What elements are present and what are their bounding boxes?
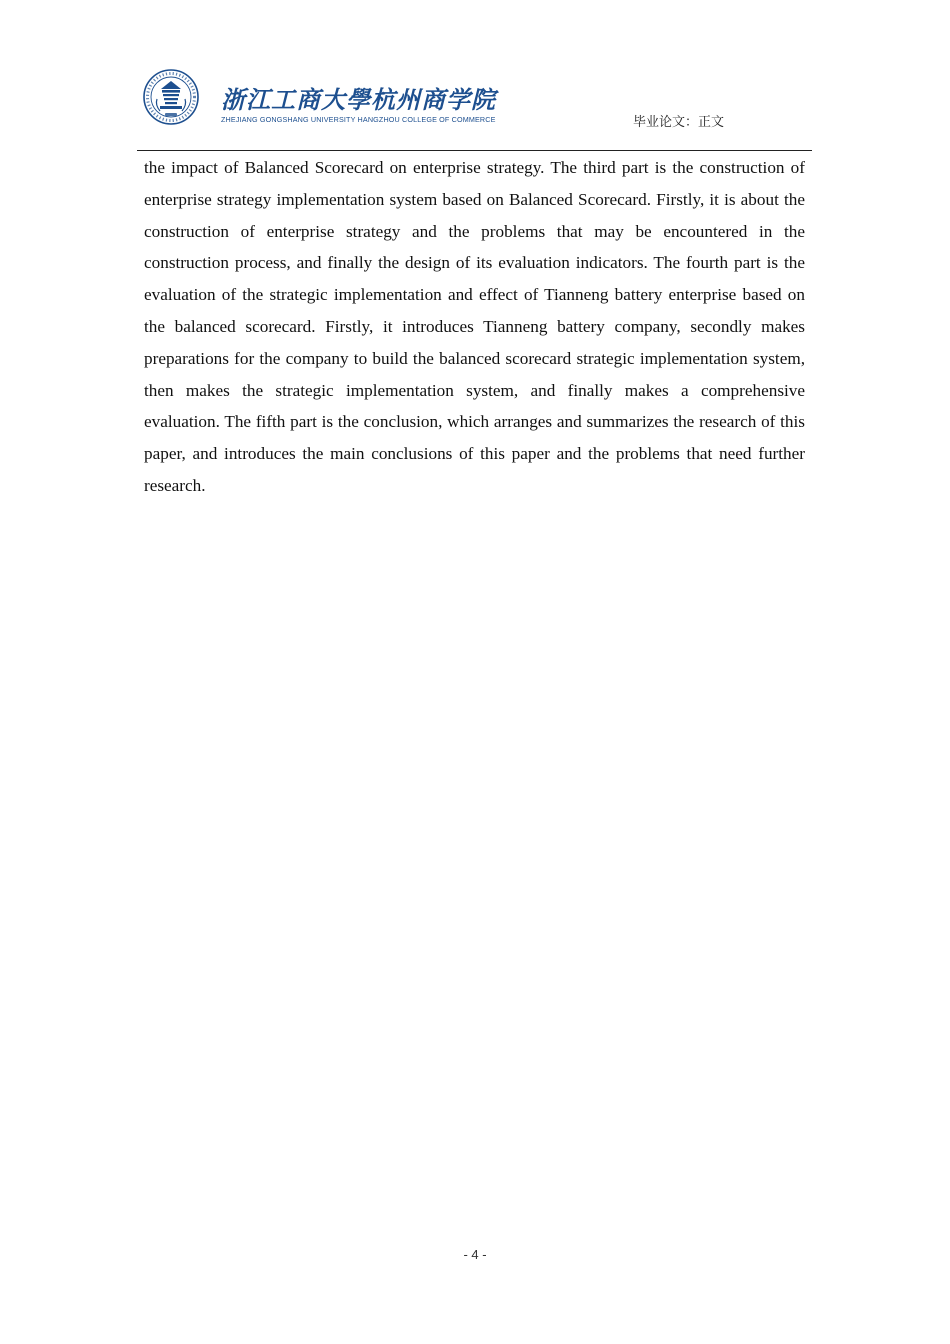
university-name-english: ZHEJIANG GONGSHANG UNIVERSITY HANGZHOU COLLEGE OF COMMERCE	[221, 115, 496, 124]
section-label: 毕业论文：正文	[632, 115, 724, 130]
body-paragraph: the impact of Balanced Scorecard on enterprise strategy. The third part is the construction of enterprise strategy implementation system based on Balanced Scorecard. Firstly, it is about the construction of enterprise strategy and the problems that may be encountered in the construction process, and finally the design of its evaluation indicators. The fourth part is the evaluation of the strategic implementation and effect of Tianneng battery enterprise based on the balanced scorecard. Firstly, it introduces Tianneng battery company, secondly makes preparations for the company to build the balanced scorecard strategic implementation system, then makes the strategic implementation system, and finally makes a comprehensive evaluation. The fifth part is the conclusion, which arranges and summarizes the research of this paper, and introduces the main conclusions of this paper and the problems that need further research.	[144, 158, 805, 495]
page-number: - 4 -	[463, 1247, 487, 1262]
university-name-chinese: 浙江工商大學杭州商学院	[221, 86, 496, 114]
page-header	[137, 60, 812, 151]
university-wordmark	[221, 86, 496, 125]
university-seal-logo	[143, 69, 199, 125]
